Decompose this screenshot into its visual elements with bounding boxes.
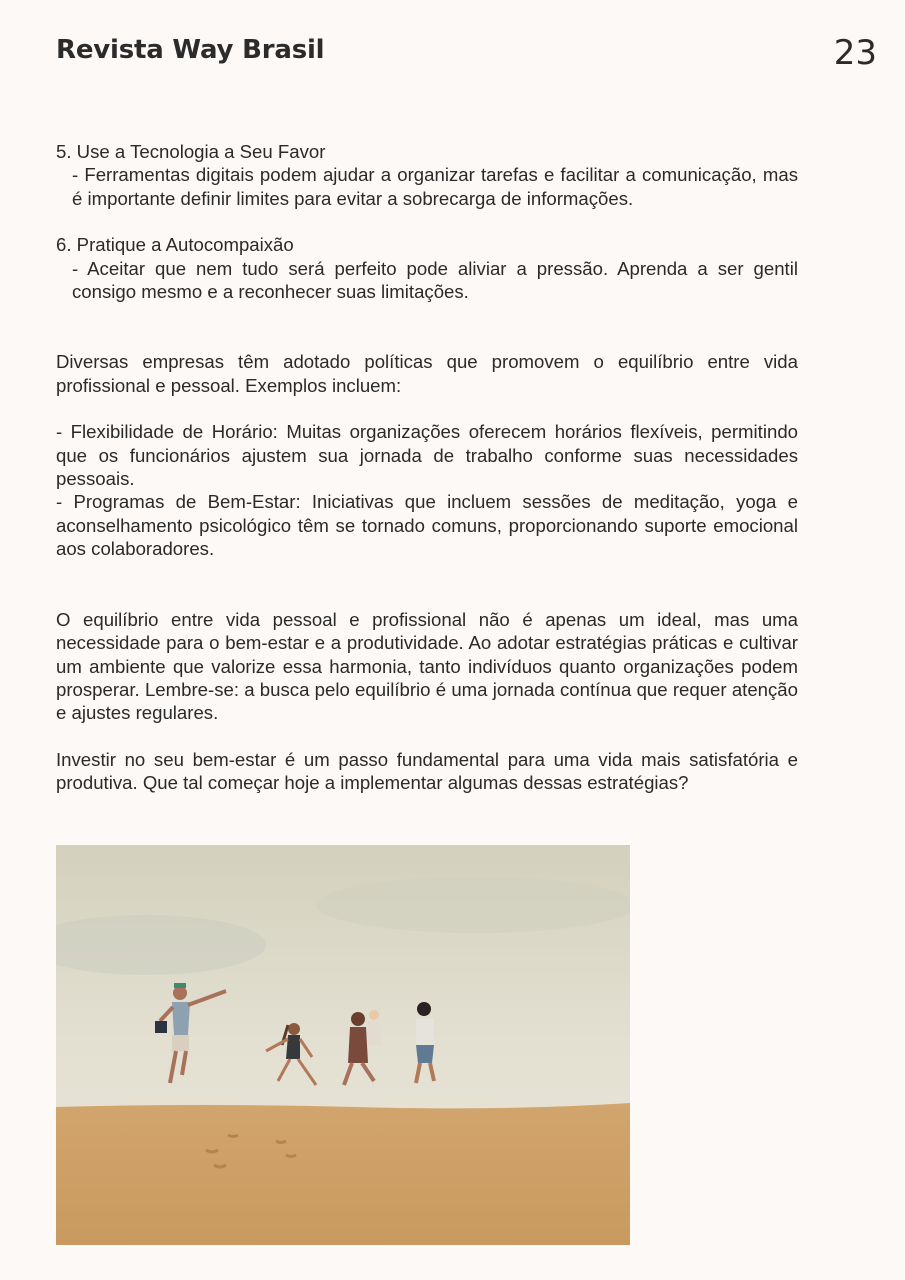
tip-6-title: 6. Pratique a Autocompaixão [56, 234, 294, 256]
page-number: 23 [833, 33, 877, 73]
tip-5-text: - Ferramentas digitais podem ajudar a organizar tarefas e facilitar a comunicação, mas é importante definir limites para evitar a sobrecarga de informações. [72, 164, 798, 209]
tip-6-text: - Aceitar que nem tudo será perfeito pode aliviar a pressão. Aprenda a ser gentil consigo mesmo e a reconhecer suas limitações. [72, 257, 798, 303]
tip-5-title: 5. Use a Tecnologia a Seu Favor [56, 141, 326, 162]
family-jumping-photo [56, 845, 630, 1245]
conclusion-paragraph-2: Investir no seu bem-estar é um passo fundamental para uma vida mais satisfatória e produtiva. Que tal começar hoje a implementar algumas dessas estratégias? [56, 748, 798, 794]
companies-intro: Diversas empresas têm adotado políticas que promovem o equilíbrio entre vida profissional e pessoal. Exemplos incluem: [56, 351, 798, 396]
conclusion-paragraph-1: O equilíbrio entre vida pessoal e profissional não é apenas um ideal, mas uma necessidade para o bem-estar e a produtividade. Ao adotar estratégias práticas e cultivar um ambiente que valorize essa harmonia, tanto indivíduos quanto organizações podem prosperar. Lembre-se: a busca pelo equilíbrio é uma jornada contínua que requer atenção e ajustes regulares. [56, 608, 798, 724]
article-body [56, 140, 798, 795]
companies-item-wellbeing: - Programas de Bem-Estar: Iniciativas que incluem sessões de meditação, yoga e aconselhamento psicológico têm se tornado comuns, proporcionando suporte emocional aos colaboradores. [56, 491, 798, 560]
companies-item-flexibility: - Flexibilidade de Horário: Muitas organizações oferecem horários flexíveis, permitindo que os funcionários ajustem sua jornada de trabalho conforme suas necessidades pessoais. [56, 421, 798, 490]
magazine-title: Revista Way Brasil [56, 35, 325, 65]
sand-dune [56, 1103, 630, 1245]
